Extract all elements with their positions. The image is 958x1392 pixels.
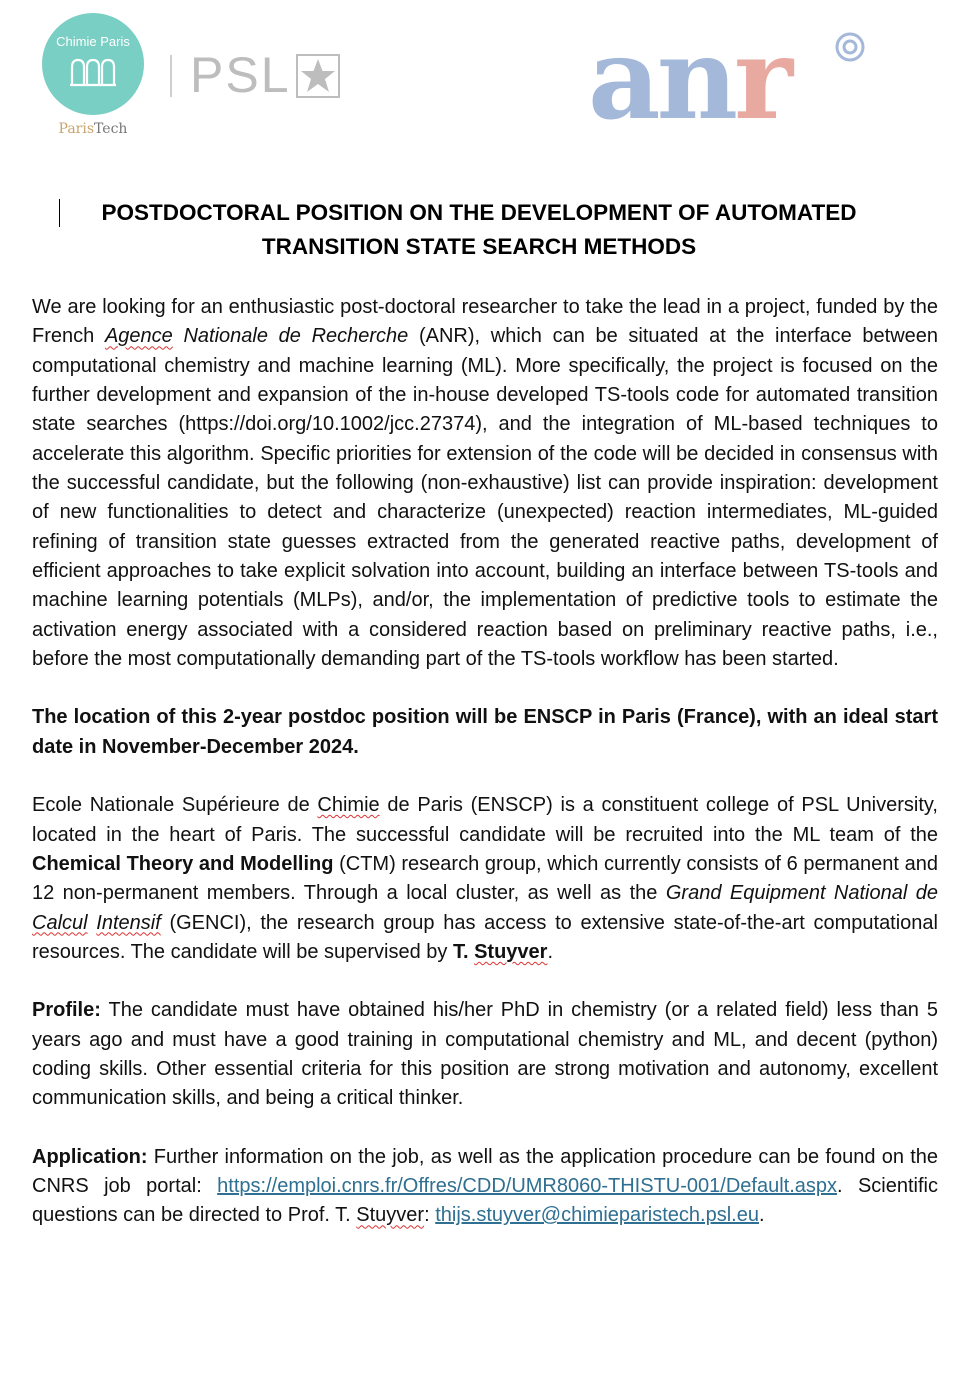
building-columns-icon bbox=[69, 57, 117, 87]
institution-paragraph bbox=[32, 791, 938, 967]
paristech-label bbox=[42, 121, 144, 137]
application-text-4: . bbox=[758, 1204, 765, 1227]
profile-paragraph bbox=[32, 996, 938, 1113]
intro-text-1: We are looking for an enthusiastic post-doctoral researcher to take the lead in a project, funded by the French bbox=[32, 296, 938, 348]
application-text-2: . Scientific questions can be directed to Prof. T. bbox=[32, 1174, 938, 1227]
anr-target-icon bbox=[834, 31, 866, 63]
anr-letter-n: n bbox=[656, 14, 735, 145]
spellcheck-word[interactable]: Chimie bbox=[317, 794, 380, 817]
institution-text-4: (GENCI), the research group has access to extensive state-of-the-art computational resources. The candidate will be supervised by bbox=[32, 911, 938, 963]
agency-name: Nationale de Recherche bbox=[172, 325, 409, 348]
intro-paragraph bbox=[32, 293, 938, 674]
application-paragraph bbox=[32, 1143, 938, 1231]
spellcheck-word[interactable]: Agence bbox=[104, 325, 173, 348]
location-text: The location of this 2-year postdoc position will be ENSCP in Paris (France), with an ideal start date in November-December 2024. bbox=[32, 706, 938, 758]
paristech-paris: Paris bbox=[58, 121, 95, 137]
profile-text: The candidate must have obtained his/her PhD in chemistry (or a related field) less than 5 years ago and must have a good training in computational chemistry and ML, and decent (python) coding skills. Other essential criteria for this position are strong motivation and autonomy, excellent communication skills, and being a critical thinker. bbox=[32, 999, 938, 1110]
genci-name: Grand Equipment National de bbox=[665, 882, 938, 905]
profile-label: Profile: bbox=[32, 999, 101, 1022]
document-body bbox=[32, 293, 938, 1231]
group-name: Chemical Theory and Modelling bbox=[32, 852, 334, 875]
title-line-1: POSTDOCTORAL POSITION ON THE DEVELOPMENT OF AUTOMATED bbox=[101, 200, 857, 225]
anr-logo bbox=[588, 14, 790, 145]
psl-logo-text: PSL bbox=[190, 47, 291, 103]
chimie-paris-logo-text: Chimie Paris bbox=[56, 34, 130, 49]
institution-text-1: Ecole Nationale Supérieure de bbox=[32, 794, 318, 817]
institution-text-2: de Paris (ENSCP) is a constituent college of PSL University, located in the heart of Paris. The successful candidate will be recruited into the ML team of the bbox=[32, 794, 938, 846]
anr-letter-r: r bbox=[734, 14, 790, 145]
spellcheck-word[interactable]: Calcul bbox=[32, 911, 88, 934]
location-paragraph bbox=[32, 703, 938, 762]
application-label: Application: bbox=[32, 1145, 148, 1168]
header bbox=[0, 0, 958, 160]
application-text-3: : bbox=[424, 1204, 436, 1227]
institution-text-5: . bbox=[547, 940, 554, 963]
cnrs-job-portal-link[interactable]: https://emploi.cnrs.fr/Offres/CDD/UMR8060-THISTU-001/Default.aspx bbox=[217, 1174, 837, 1197]
page-title bbox=[32, 196, 926, 264]
supervisor-name[interactable]: Stuyver bbox=[474, 940, 548, 963]
supervisor-initial: T. bbox=[452, 940, 475, 963]
chimie-paris-logo bbox=[42, 13, 144, 115]
contact-email-link[interactable]: thijs.stuyver@chimieparistech.psl.eu bbox=[435, 1204, 759, 1227]
anr-letter-a: a bbox=[588, 14, 657, 145]
paristech-tech: Tech bbox=[94, 121, 128, 137]
psl-star-icon bbox=[296, 54, 340, 98]
spellcheck-word[interactable]: Intensif bbox=[96, 911, 161, 934]
institution-text-3: (CTM) research group, which currently consists of 6 permanent and 12 non-permanent members. Through a local cluster, as well as the bbox=[32, 852, 938, 905]
application-text-1: Further information on the job, as well as the application procedure can be found on the CNRS job portal: bbox=[32, 1145, 938, 1197]
intro-text-2: (ANR), which can be situated at the interface between computational chemistry and machine learning (ML). More specifically, the project is focused on the further development and expansion of the in-house developed TS-tools code for automated transition state searches (https://doi.org/10.1002/jcc.27374), and the integration of ML-based techniques to accelerate this algorithm. Specific priorities for extension of the code will be decided in consensus with the successful candidate, but the following (non-exhaustive) list can provide inspiration: development of new functionalities to detect and characterize (unexpected) reaction intermediates, ML-guided refining of transition state guesses extracted from the generated reactive paths, development of efficient approaches to take explicit solvation into account, building an interface between TS-tools and machine learning potentials (MLPs), and/or, the implementation of predictive tools to estimate the activation energy associated with a considered reaction based on preliminary reactive paths, i.e., before the most computationally demanding part of the TS-tools workflow has been started. bbox=[32, 325, 939, 671]
genci-space bbox=[88, 912, 97, 934]
contact-name[interactable]: Stuyver bbox=[356, 1204, 425, 1227]
title-line-2: TRANSITION STATE SEARCH METHODS bbox=[261, 234, 697, 259]
logo-divider bbox=[170, 55, 172, 97]
